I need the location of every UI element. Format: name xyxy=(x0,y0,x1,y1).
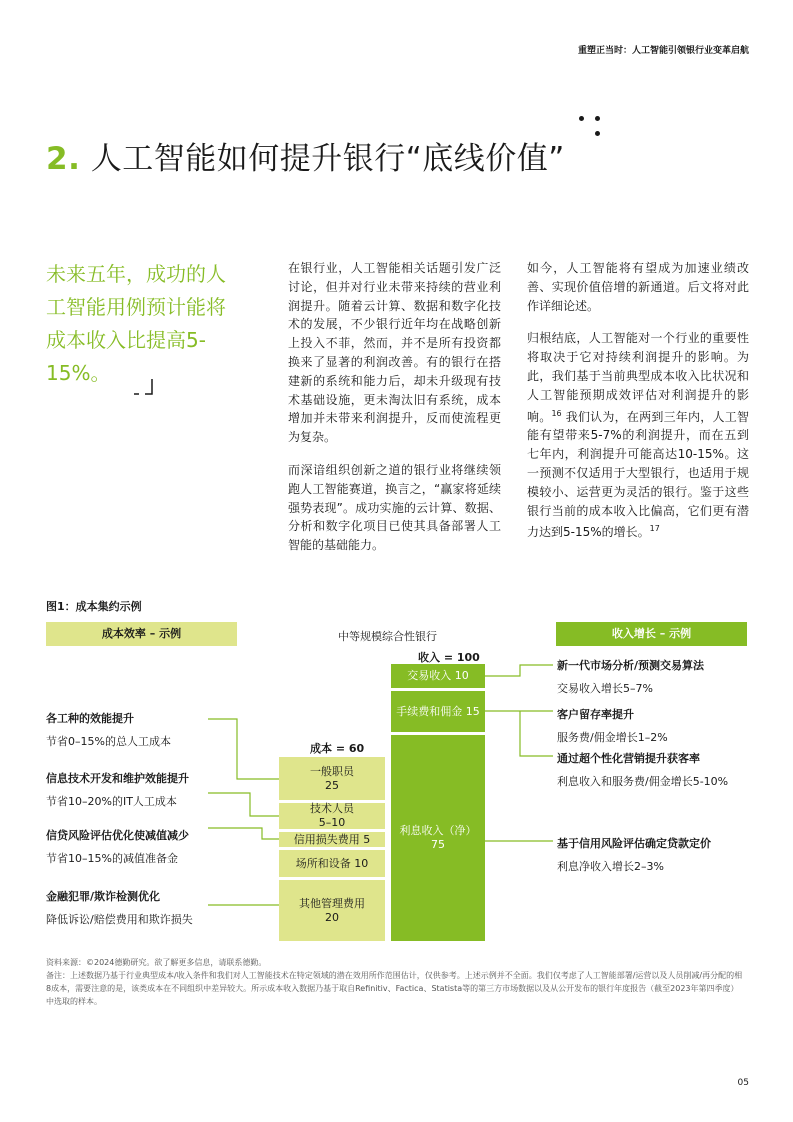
revenue-total: 收入 = 100 xyxy=(418,651,480,664)
figure-title: 图1：成本集约示例 xyxy=(46,600,142,613)
paragraph: 如今，人工智能将有望成为加速业绩改善、实现价值倍增的新通道。后文将对此作详细论述。 xyxy=(527,261,749,313)
item-detail: 利息收入和服务费/佣金增长5-10% xyxy=(557,775,729,788)
box-label: 技术人员 xyxy=(310,802,354,815)
footnotes xyxy=(46,956,746,1008)
item-heading: 客户留存率提升 xyxy=(557,708,634,721)
paragraph: 而深谙组织创新之道的银行业将继续领跑人工智能赛道，换言之，“赢家将延续强势表现”。成功实施的云计算、数据、分析和数字化项目已使其具备部署人工智能的基础能力。 xyxy=(288,462,501,553)
item-detail: 节省0–15%的总人工成本 xyxy=(46,735,171,748)
item-heading: 信息技术开发和维护效能提升 xyxy=(46,772,189,785)
item-detail: 节省10–15%的减值准备金 xyxy=(46,852,178,865)
box-label: 交易收入 10 xyxy=(407,669,469,682)
item-heading: 信贷风险评估优化使减值减少 xyxy=(46,829,189,842)
section-title-text: 人工智能如何提升银行“底线价值” xyxy=(90,141,565,177)
box-value: 75 xyxy=(431,838,445,851)
item-heading: 基于信用风险评估确定贷款定价 xyxy=(557,837,711,850)
cost-item xyxy=(46,770,189,809)
item-heading: 金融犯罪/欺诈检测优化 xyxy=(46,890,161,903)
box-label: 场所和设备 10 xyxy=(295,856,369,870)
revenue-item xyxy=(557,706,668,745)
center-bank-label: 中等规模综合性银行 xyxy=(338,630,437,643)
cost-total: 成本 = 60 xyxy=(310,742,365,755)
box-value: 5–10 xyxy=(318,816,346,829)
pull-quote: 未来五年，成功的人工智能用例预计能将成本收入比提高5-15%。 xyxy=(46,262,226,385)
revenue-growth-band: 收入增长 – 示例 xyxy=(556,622,747,646)
item-heading: 各工种的效能提升 xyxy=(46,712,134,725)
cost-item xyxy=(46,888,193,927)
source-note: 资料来源：©2024德勤研究。欲了解更多信息，请联系德勤。 xyxy=(46,958,267,967)
revenue-item xyxy=(557,750,728,789)
box-label: 其他管理费用 xyxy=(299,896,365,910)
revenue-item xyxy=(557,657,704,696)
paragraph-text: 归根结底，人工智能对一个行业的重要性将取决于它对持续利润提升的影响。为此，我们基于当前典型成本收入比状况和人工智能预期成效评估对利润提升的影响。 xyxy=(527,331,749,424)
cost-efficiency-band: 成本效率 – 示例 xyxy=(46,622,237,646)
disclaimer-note: 备注：上述数据乃基于行业典型成本/收入条件和我们对人工智能技术在特定领域的潜在效用所作范围估计，仅供参考。上述示例并不全面。我们仅考虑了人工智能部署/运营以及人员削减/再分配的相8成本，需要注意的是，该类成本在不同组织中差异较大。所示成本收入数据乃基于取自Refinitiv、Factica、Statista等的第三方市场数据以及从公开发布的银行年度报告（截至2023年第四季度）中选取的样本。 xyxy=(46,971,743,1006)
box-value: 20 xyxy=(325,910,339,924)
footnote-ref: 16 xyxy=(551,408,562,418)
cost-item xyxy=(46,710,171,749)
page-number: 05 xyxy=(737,1078,749,1088)
item-detail: 交易收入增长5–7% xyxy=(557,682,653,695)
section-number: 2. xyxy=(46,141,81,177)
box-label: 手续费和佣金 15 xyxy=(396,704,480,718)
item-detail: 利息净收入增长2–3% xyxy=(557,860,664,873)
box-label: 一般职员 xyxy=(310,764,354,778)
revenue-item xyxy=(557,835,711,874)
box-label: 利息收入（净） xyxy=(399,824,477,837)
running-header: 重塑正当时：人工智能引领银行业变革启航 xyxy=(577,46,749,56)
paragraph: 在银行业，人工智能相关话题引发广泛讨论，但并对行业未带来持续的营业利润提升。随着云计算、数据和数字化技术的发展，不少银行近年均在战略创新上投入不菲，然而，并不是所有投资都换来了显著的利润改善。有的银行在搭建新的系统和能力后，却未升级现有技术基础设施，更未淘汰旧有系统，成本增加并未带来利润提升，反而使流程更为复杂。 xyxy=(288,261,501,445)
item-heading: 通过超个性化营销提升获客率 xyxy=(557,752,700,765)
box-label: 信用损失费用 5 xyxy=(293,832,371,846)
footnote-ref: 17 xyxy=(649,524,660,534)
box-value: 25 xyxy=(325,778,339,792)
item-heading: 新一代市场分析/预测交易算法 xyxy=(557,659,705,672)
cost-item xyxy=(46,827,189,866)
item-detail: 服务费/佣金增长1–2% xyxy=(557,731,668,744)
item-detail: 降低诉讼/赔偿费用和欺诈损失 xyxy=(46,913,193,926)
paragraph-text: 我们认为，在两到三年内，人工智能有望带来5-7%的利润提升，而在五到七年内，利润提升可能高达10-15%。这一预测不仅适用于大型银行，也适用于规模较小、运营更为灵活的银行。鉴于这些银行当前的成本收入比偏高，它们更有潜力达到5-15%的增长。 xyxy=(527,409,749,540)
item-detail: 节省10–20%的IT人工成本 xyxy=(46,795,177,808)
